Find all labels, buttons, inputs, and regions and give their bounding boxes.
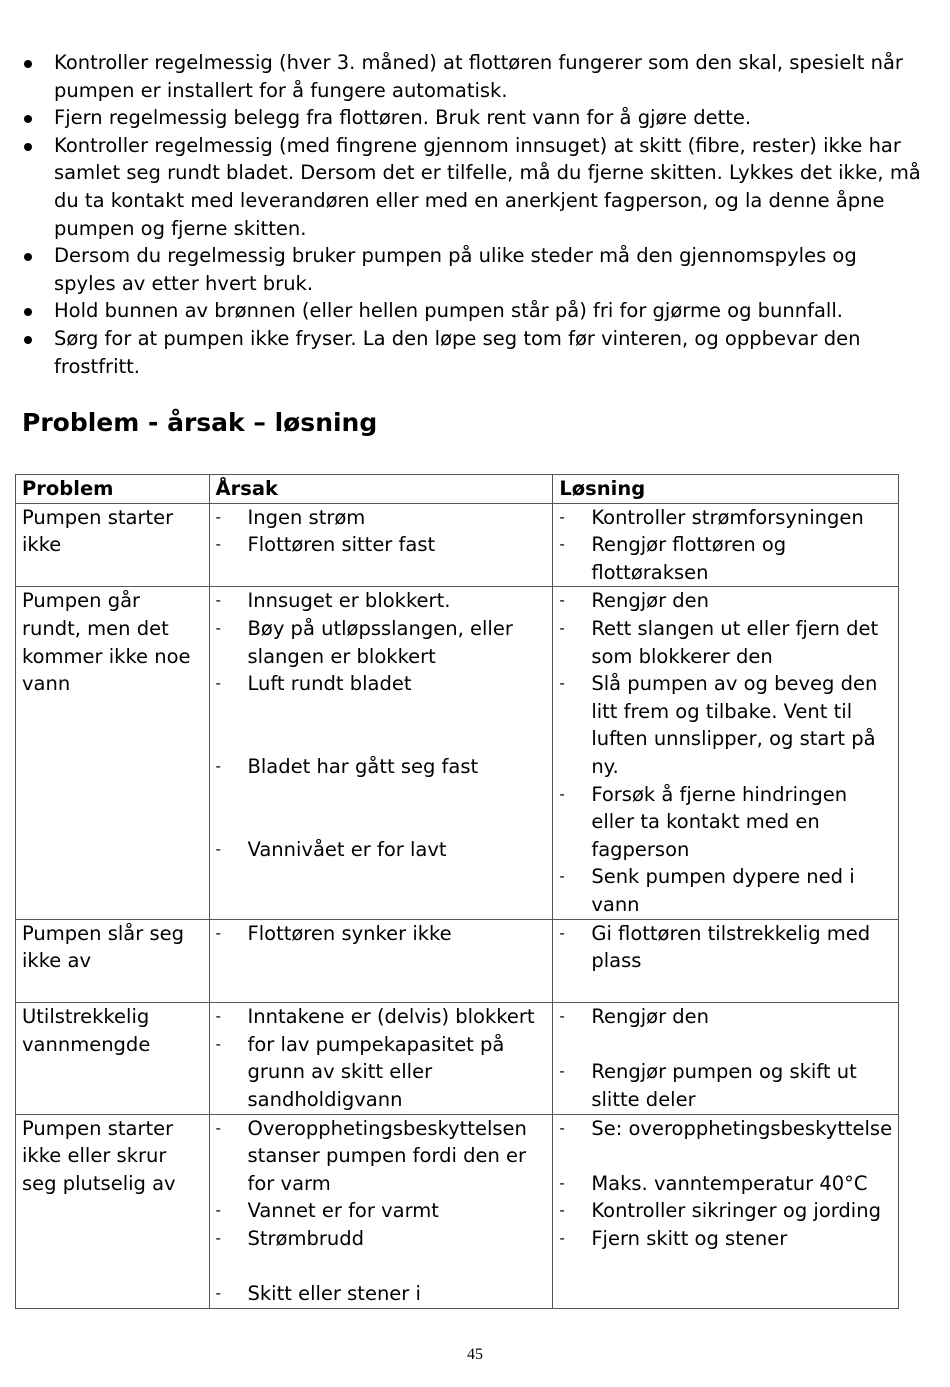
solution-item: - Rett slangen ut eller fjern det som blokkerer den xyxy=(559,616,879,668)
column-header-cause: Årsak xyxy=(209,475,553,504)
solution-item: - Slå pumpen av og beveg den litt frem og tilbake. Vent til luften unnslipper, og start på ny. xyxy=(559,672,878,778)
solution-item: - Maks. vanntemperatur 40°C xyxy=(559,1171,868,1195)
list-item: Sørg for at pumpen ikke fryser. La den løpe seg tom før vinteren, og oppbevar den frostfritt. xyxy=(22,325,922,380)
cause-item: - for lav pumpekapasitet på grunn av skitt eller sandholdigvann xyxy=(215,1032,505,1112)
list-item: Kontroller regelmessig (med fingrene gjennom innsuget) at skitt (fibre, rester) ikke har samlet seg rundt bladet. Dersom det er tilfelle, må du fjerne skitten. Lykkes det ikke, må du ta kontakt med leverandøren eller med en anerkjent fagperson, og la denne åpne pumpen og fjerne skitten. xyxy=(22,132,922,242)
cause-cell xyxy=(209,503,553,587)
solution-cell xyxy=(553,503,899,587)
cause-cell xyxy=(209,919,553,1003)
solution-cell xyxy=(553,1003,899,1114)
table-row xyxy=(16,1003,899,1114)
solution-item: - Kontroller strømforsyningen xyxy=(559,505,864,529)
solution-item: - Se: overopphetingsbeskyttelse xyxy=(559,1116,893,1140)
solution-item: - Rengjør flottøren og flottøraksen xyxy=(559,533,787,584)
column-header-problem: Problem xyxy=(16,475,210,504)
bullet-icon xyxy=(24,308,32,316)
bullet-icon xyxy=(24,253,32,261)
solution-item: - Rengjør den xyxy=(559,589,710,613)
cause-item: - Luft rundt bladet xyxy=(215,672,412,696)
cause-item: - Strømbrudd xyxy=(215,1227,364,1251)
solution-item: - Fjern skitt og stener xyxy=(559,1227,788,1251)
solution-cell xyxy=(553,1114,899,1308)
problem-cell: Pumpen går rundt, men det kommer ikke noe vann xyxy=(16,587,210,919)
bullet-icon xyxy=(24,60,32,68)
cause-cell xyxy=(209,1114,553,1308)
cause-item: - Vannivået er for lavt xyxy=(215,837,447,861)
maintenance-bullet-list xyxy=(22,49,922,380)
cause-cell xyxy=(209,587,553,919)
troubleshooting-table xyxy=(15,474,899,1309)
solution-item: - Gi flottøren tilstrekkelig med plass xyxy=(559,921,871,973)
table-row xyxy=(16,587,899,919)
problem-cell: Pumpen starter ikke eller skrur seg plutselig av xyxy=(16,1114,210,1308)
table-row xyxy=(16,1114,899,1308)
cause-item: - Skitt eller stener i xyxy=(215,1282,421,1306)
solution-cell xyxy=(553,919,899,1003)
cause-item: - Flottøren sitter fast xyxy=(215,533,436,557)
list-item: Hold bunnen av brønnen (eller hellen pumpen står på) fri for gjørme og bunnfall. xyxy=(22,297,922,325)
column-header-solution: Løsning xyxy=(553,475,899,504)
solution-item: - Forsøk å fjerne hindringen eller ta kontakt med en fagperson xyxy=(559,782,848,861)
bullet-icon xyxy=(24,336,32,344)
problem-cell: Pumpen slår seg ikke av xyxy=(16,919,210,1003)
list-item: Kontroller regelmessig (hver 3. måned) at flottøren fungerer som den skal, spesielt når pumpen er installert for å fungere automatisk. xyxy=(22,49,922,104)
cause-item: - Bladet har gått seg fast xyxy=(215,754,479,778)
table-header-row xyxy=(16,475,899,504)
list-item: Fjern regelmessig belegg fra flottøren. Bruk rent vann for å gjøre dette. xyxy=(22,104,922,132)
problem-cell: Utilstrekkelig vannmengde xyxy=(16,1003,210,1114)
table-row xyxy=(16,919,899,1003)
problem-cell: Pumpen starter ikke xyxy=(16,503,210,587)
table-row xyxy=(16,503,899,587)
cause-item: - Bøy på utløpsslangen, eller slangen er blokkert xyxy=(215,616,513,668)
cause-item: - Innsuget er blokkert. xyxy=(215,589,451,613)
cause-cell xyxy=(209,1003,553,1114)
solution-item: - Kontroller sikringer og jording xyxy=(559,1199,881,1223)
page-number: 45 xyxy=(467,1346,483,1363)
cause-item: - Overopphetingsbeskyttelsen stanser pumpen fordi den er for varm xyxy=(215,1116,527,1195)
list-item: Dersom du regelmessig bruker pumpen på ulike steder må den gjennomspyles og spyles av etter hvert bruk. xyxy=(22,242,922,297)
solution-cell xyxy=(553,587,899,919)
cause-item: - Flottøren synker ikke xyxy=(215,921,452,945)
solution-item: - Rengjør pumpen og skift ut slitte deler xyxy=(559,1060,857,1112)
section-heading: Problem - årsak – løsning xyxy=(22,408,378,437)
bullet-icon xyxy=(24,115,32,123)
cause-item: - Vannet er for varmt xyxy=(215,1199,439,1223)
solution-item: - Senk pumpen dypere ned i vann xyxy=(559,865,855,916)
solution-item: - Rengjør den xyxy=(559,1005,710,1029)
cause-item: - Inntakene er (delvis) blokkert xyxy=(215,1005,535,1029)
bullet-icon xyxy=(24,143,32,151)
cause-item: - Ingen strøm xyxy=(215,505,366,529)
